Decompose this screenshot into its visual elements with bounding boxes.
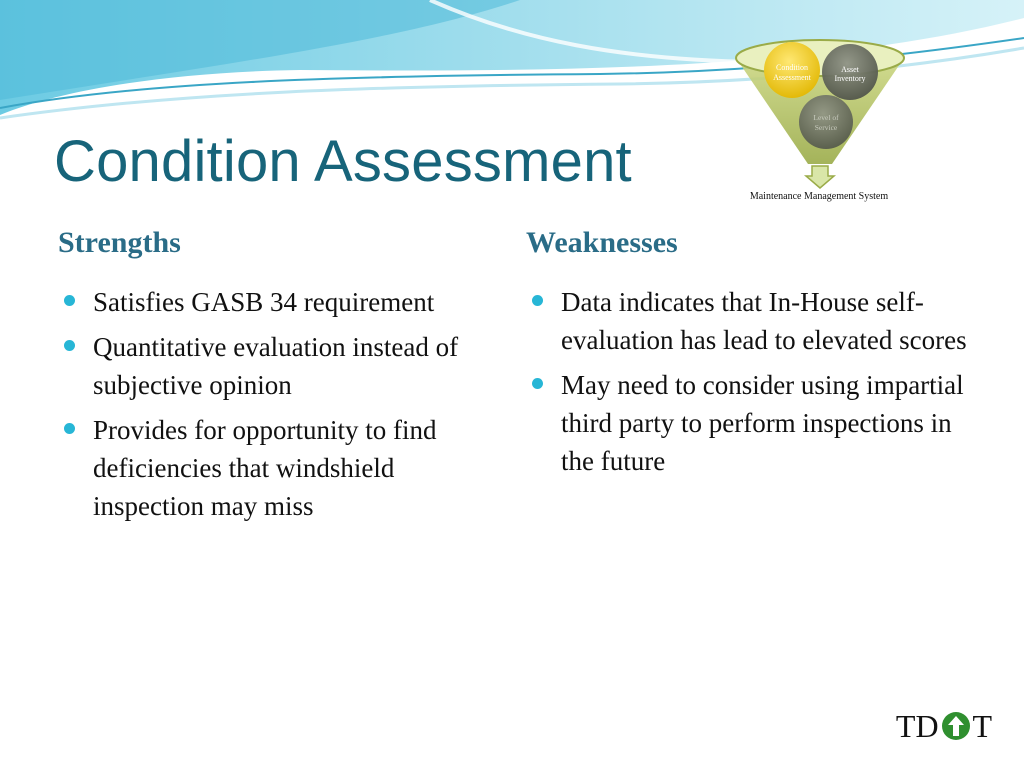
list-item-text: Quantitative evaluation instead of subjective opinion bbox=[93, 332, 459, 400]
circle-level-of-service bbox=[799, 95, 853, 149]
diagram-output-label: Maintenance Management System bbox=[749, 191, 889, 202]
bullet-icon bbox=[64, 295, 75, 306]
weaknesses-list bbox=[530, 283, 980, 487]
list-item bbox=[62, 411, 502, 525]
circle-label-1b: Assessment bbox=[773, 73, 811, 82]
circle-label-3b: Service bbox=[814, 123, 838, 132]
logo-text-right: T bbox=[972, 707, 993, 744]
bullet-icon bbox=[64, 340, 75, 351]
circle-label-2b: Inventory bbox=[834, 74, 866, 83]
strengths-heading: Strengths bbox=[58, 226, 181, 259]
circle-label-1a: Condition bbox=[775, 63, 809, 72]
circle-label-2a: Asset bbox=[841, 65, 859, 74]
circle-label-3a: Level of bbox=[813, 113, 839, 122]
list-item bbox=[530, 283, 980, 359]
bullet-icon bbox=[532, 295, 543, 306]
bullet-icon bbox=[532, 378, 543, 389]
list-item bbox=[62, 328, 502, 404]
list-item-text: May need to consider using impartial third party to perform inspections in the future bbox=[561, 370, 964, 476]
tdot-logo bbox=[886, 705, 1002, 747]
up-arrow-circle-icon bbox=[941, 711, 971, 741]
weaknesses-heading: Weaknesses bbox=[526, 226, 678, 259]
funnel-arrow-down-icon bbox=[806, 166, 834, 188]
logo-text-left: TD bbox=[895, 707, 939, 744]
strengths-list bbox=[62, 283, 502, 532]
bullet-icon bbox=[64, 423, 75, 434]
list-item bbox=[62, 283, 502, 321]
list-item bbox=[530, 366, 980, 480]
list-item-text: Satisfies GASB 34 requirement bbox=[93, 287, 435, 317]
list-item-text: Data indicates that In-House self-evaluation has lead to elevated scores bbox=[561, 287, 967, 355]
list-item-text: Provides for opportunity to find deficiencies that windshield inspection may miss bbox=[93, 415, 437, 521]
slide-title: Condition Assessment bbox=[54, 129, 632, 194]
